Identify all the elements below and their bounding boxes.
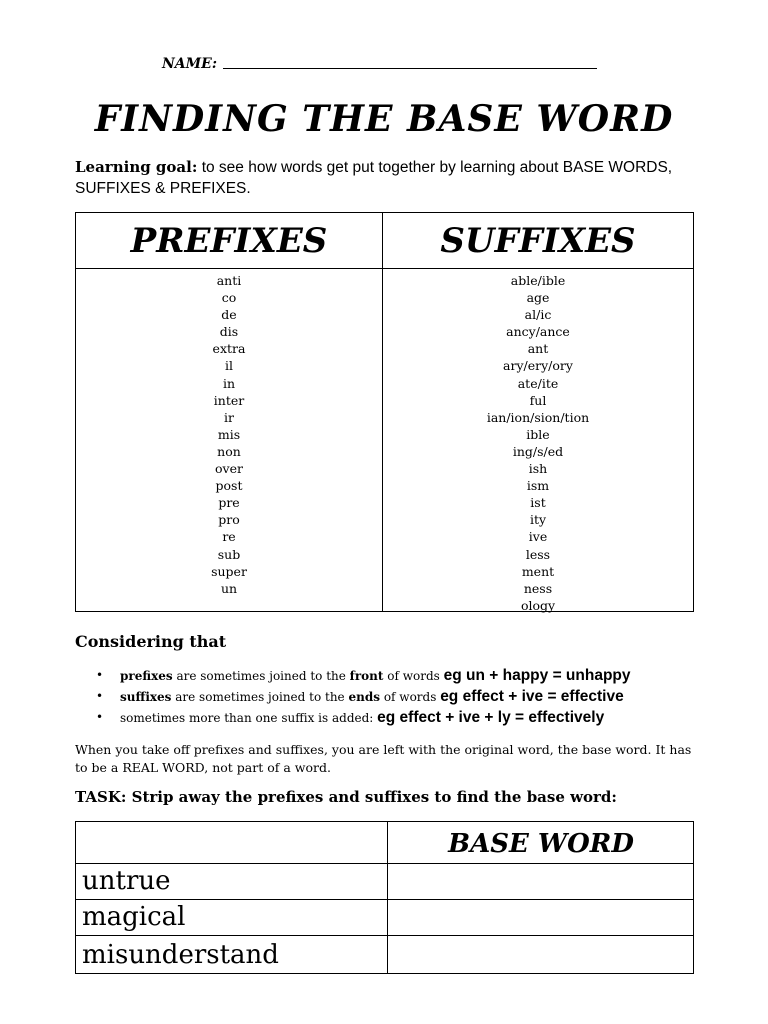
prefix-item: ir <box>224 409 234 425</box>
learning-goal <box>75 157 705 199</box>
base-word-header: BASE WORD <box>448 829 634 859</box>
bullet-dot: • <box>96 668 104 682</box>
prefix-item: re <box>222 529 236 545</box>
suffix-item: ity <box>529 512 547 528</box>
learning-goal-label: Learning goal: <box>75 158 198 176</box>
prefix-item: pre <box>218 495 240 511</box>
prefix-item: un <box>220 580 238 596</box>
page-title: FINDING THE BASE WORD <box>94 98 674 140</box>
bullet-multiple-suffixes <box>96 707 631 728</box>
bullet-prefixes <box>96 665 631 686</box>
suffix-list <box>383 272 693 614</box>
task-row <box>76 864 693 900</box>
prefix-item: de <box>221 307 237 323</box>
considering-heading: Considering that <box>75 632 227 651</box>
suffix-item: ism <box>526 478 550 494</box>
prefixes-header: PREFIXES <box>130 221 328 261</box>
considering-list <box>96 665 631 728</box>
bullet-key: front <box>349 669 384 683</box>
prefix-item: dis <box>219 324 239 340</box>
prefix-item: anti <box>216 273 242 288</box>
suffix-item: ant <box>527 341 549 357</box>
suffix-item: age <box>526 290 550 306</box>
suffix-item: ness <box>523 580 553 596</box>
task-table <box>75 821 694 974</box>
bullet-text: are sometimes joined to the <box>172 669 350 683</box>
task-word: misunderstand <box>82 940 279 970</box>
prefix-list <box>76 272 382 597</box>
prefix-item: in <box>222 375 236 391</box>
name-label: NAME: <box>162 56 217 72</box>
suffix-item: ian/ion/sion/tion <box>486 409 590 425</box>
prefix-item: extra <box>212 341 246 357</box>
bullet-text: are sometimes joined to the <box>171 690 349 704</box>
task-row <box>76 900 693 936</box>
prefix-item: super <box>211 563 247 579</box>
suffix-item: able/ible <box>510 273 566 288</box>
name-blank[interactable] <box>223 67 597 69</box>
task-word: magical <box>82 902 186 932</box>
suffix-item: ancy/ance <box>506 324 570 340</box>
suffix-item: ist <box>530 495 546 511</box>
prefix-item: il <box>225 358 233 374</box>
suffix-item: al/ic <box>524 307 552 323</box>
bullet-dot: • <box>96 689 104 703</box>
prefix-item: non <box>217 443 241 459</box>
suffix-item: ive <box>528 529 548 545</box>
suffix-item: ate/ite <box>517 375 559 391</box>
bullet-text: of words <box>383 669 444 683</box>
suffix-item: ing/s/ed <box>512 443 564 459</box>
bullet-example: eg effect + ive = effective <box>440 688 624 705</box>
task-row <box>76 936 693 973</box>
suffix-item: less <box>525 546 551 562</box>
suffixes-header: SUFFIXES <box>440 221 636 261</box>
bullet-text: sometimes more than one suffix is added: <box>120 711 378 725</box>
task-instruction: TASK: Strip away the prefixes and suffixes to find the base word: <box>75 788 617 806</box>
task-word: untrue <box>82 866 171 896</box>
explanation-paragraph: When you take off prefixes and suffixes, you are left with the original word, the base word. It has to be a REAL WORD, not part of a word. <box>75 742 692 775</box>
prefix-item: post <box>215 478 243 494</box>
suffix-item: ful <box>529 392 547 408</box>
prefix-item: sub <box>217 546 241 562</box>
learning-goal-text: to see how words get put together by learning about BASE WORDS, SUFFIXES & PREFIXES. <box>75 159 673 197</box>
suffix-item: ology <box>520 597 556 613</box>
prefix-item: co <box>221 290 237 306</box>
suffix-item: ment <box>521 563 555 579</box>
bullet-example: eg un + happy = unhappy <box>443 667 631 684</box>
prefix-item: inter <box>213 392 245 408</box>
prefix-item: over <box>215 461 243 477</box>
bullet-key: ends <box>348 690 380 704</box>
prefix-item: mis <box>217 426 241 442</box>
bullet-example: eg effect + ive + ly = effectively <box>377 709 605 726</box>
prefix-item: pro <box>218 512 240 528</box>
bullet-term: suffixes <box>120 690 172 704</box>
affix-table-header <box>76 213 693 269</box>
suffix-item: ible <box>526 426 550 442</box>
bullet-term: prefixes <box>120 669 173 683</box>
affix-table <box>75 212 694 612</box>
suffix-item: ary/ery/ory <box>503 358 573 374</box>
bullet-text: of words <box>380 690 441 704</box>
name-line <box>162 56 597 72</box>
suffix-item: ish <box>528 461 548 477</box>
task-header-row <box>76 822 693 864</box>
bullet-suffixes <box>96 686 631 707</box>
task-table-divider <box>387 822 388 973</box>
bullet-dot: • <box>96 710 104 724</box>
